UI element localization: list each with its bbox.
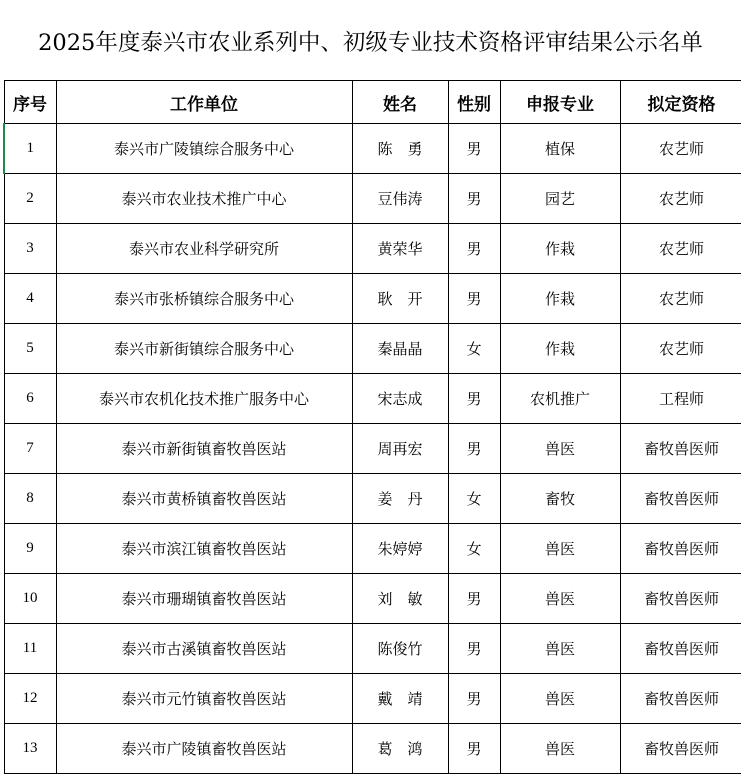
header-name: 姓名 [352, 81, 448, 124]
table-row [4, 274, 741, 324]
cell-major: 作栽 [500, 224, 620, 274]
cell-qualification: 畜牧兽医师 [620, 624, 741, 674]
cell-no: 9 [4, 524, 56, 574]
cell-qualification: 畜牧兽医师 [620, 724, 741, 774]
table-body [4, 124, 741, 774]
cell-sex: 男 [448, 624, 500, 674]
cell-unit: 泰兴市农机化技术推广服务中心 [56, 374, 352, 424]
table-row [4, 224, 741, 274]
cell-name: 姜 丹 [352, 474, 448, 524]
table-row [4, 374, 741, 424]
cell-sex: 男 [448, 374, 500, 424]
cell-unit: 泰兴市农业技术推广中心 [56, 174, 352, 224]
cell-no: 11 [4, 624, 56, 674]
cell-qualification: 农艺师 [620, 174, 741, 224]
cell-qualification: 畜牧兽医师 [620, 674, 741, 724]
cell-name: 朱婷婷 [352, 524, 448, 574]
cell-qualification: 畜牧兽医师 [620, 424, 741, 474]
cell-name: 耿 开 [352, 274, 448, 324]
cell-sex: 男 [448, 124, 500, 174]
cell-no: 2 [4, 174, 56, 224]
header-qualification: 拟定资格 [620, 81, 741, 124]
table-row [4, 674, 741, 724]
cell-major: 作栽 [500, 274, 620, 324]
cell-name: 刘 敏 [352, 574, 448, 624]
cell-sex: 男 [448, 174, 500, 224]
table-row [4, 324, 741, 374]
cell-name: 葛 鸿 [352, 724, 448, 774]
cell-major: 兽医 [500, 724, 620, 774]
cell-sex: 男 [448, 574, 500, 624]
cell-no: 6 [4, 374, 56, 424]
table-row [4, 474, 741, 524]
header-unit: 工作单位 [56, 81, 352, 124]
cell-unit: 泰兴市新街镇畜牧兽医站 [56, 424, 352, 474]
cell-no: 4 [4, 274, 56, 324]
cell-qualification: 畜牧兽医师 [620, 524, 741, 574]
cell-name: 陈 勇 [352, 124, 448, 174]
cell-no: 10 [4, 574, 56, 624]
cell-no: 3 [4, 224, 56, 274]
cell-sex: 男 [448, 724, 500, 774]
cell-major: 兽医 [500, 674, 620, 724]
cell-no: 13 [4, 724, 56, 774]
cell-unit: 泰兴市黄桥镇畜牧兽医站 [56, 474, 352, 524]
cell-qualification: 畜牧兽医师 [620, 574, 741, 624]
cell-no: 7 [4, 424, 56, 474]
cell-sex: 女 [448, 524, 500, 574]
header-row [4, 81, 741, 124]
table-row [4, 574, 741, 624]
cell-no: 8 [4, 474, 56, 524]
cell-name: 陈俊竹 [352, 624, 448, 674]
cell-name: 秦晶晶 [352, 324, 448, 374]
cell-no: 1 [4, 124, 56, 174]
cell-qualification: 农艺师 [620, 274, 741, 324]
cell-major: 兽医 [500, 624, 620, 674]
cell-sex: 女 [448, 474, 500, 524]
cell-sex: 女 [448, 324, 500, 374]
table-row [4, 424, 741, 474]
table-row [4, 174, 741, 224]
header-no: 序号 [4, 81, 56, 124]
cell-qualification: 工程师 [620, 374, 741, 424]
cell-major: 植保 [500, 124, 620, 174]
cell-sex: 男 [448, 224, 500, 274]
cell-sex: 男 [448, 674, 500, 724]
header-major: 申报专业 [500, 81, 620, 124]
cell-major: 园艺 [500, 174, 620, 224]
cell-name: 宋志成 [352, 374, 448, 424]
results-table [3, 80, 741, 774]
cell-name: 豆伟涛 [352, 174, 448, 224]
cell-unit: 泰兴市新街镇综合服务中心 [56, 324, 352, 374]
table-row [4, 624, 741, 674]
table-row [4, 724, 741, 774]
cell-unit: 泰兴市珊瑚镇畜牧兽医站 [56, 574, 352, 624]
cell-qualification: 农艺师 [620, 124, 741, 174]
cell-no: 5 [4, 324, 56, 374]
cell-no: 12 [4, 674, 56, 724]
cell-major: 兽医 [500, 574, 620, 624]
cell-major: 作栽 [500, 324, 620, 374]
cell-qualification: 畜牧兽医师 [620, 474, 741, 524]
cell-name: 周再宏 [352, 424, 448, 474]
table-header [4, 81, 741, 124]
cell-qualification: 农艺师 [620, 224, 741, 274]
page-title: 2025年度泰兴市农业系列中、初级专业技术资格评审结果公示名单 [38, 30, 703, 56]
cell-name: 戴 靖 [352, 674, 448, 724]
cell-major: 兽医 [500, 424, 620, 474]
cell-major: 畜牧 [500, 474, 620, 524]
cell-unit: 泰兴市滨江镇畜牧兽医站 [56, 524, 352, 574]
cell-unit: 泰兴市农业科学研究所 [56, 224, 352, 274]
cell-unit: 泰兴市元竹镇畜牧兽医站 [56, 674, 352, 724]
cell-unit: 泰兴市古溪镇畜牧兽医站 [56, 624, 352, 674]
cell-qualification: 农艺师 [620, 324, 741, 374]
table-row [4, 124, 741, 174]
cell-sex: 男 [448, 424, 500, 474]
cell-unit: 泰兴市张桥镇综合服务中心 [56, 274, 352, 324]
cell-major: 农机推广 [500, 374, 620, 424]
cell-unit: 泰兴市广陵镇综合服务中心 [56, 124, 352, 174]
cell-name: 黄荣华 [352, 224, 448, 274]
cell-major: 兽医 [500, 524, 620, 574]
table-row [4, 524, 741, 574]
cell-unit: 泰兴市广陵镇畜牧兽医站 [56, 724, 352, 774]
cell-sex: 男 [448, 274, 500, 324]
header-sex: 性别 [448, 81, 500, 124]
